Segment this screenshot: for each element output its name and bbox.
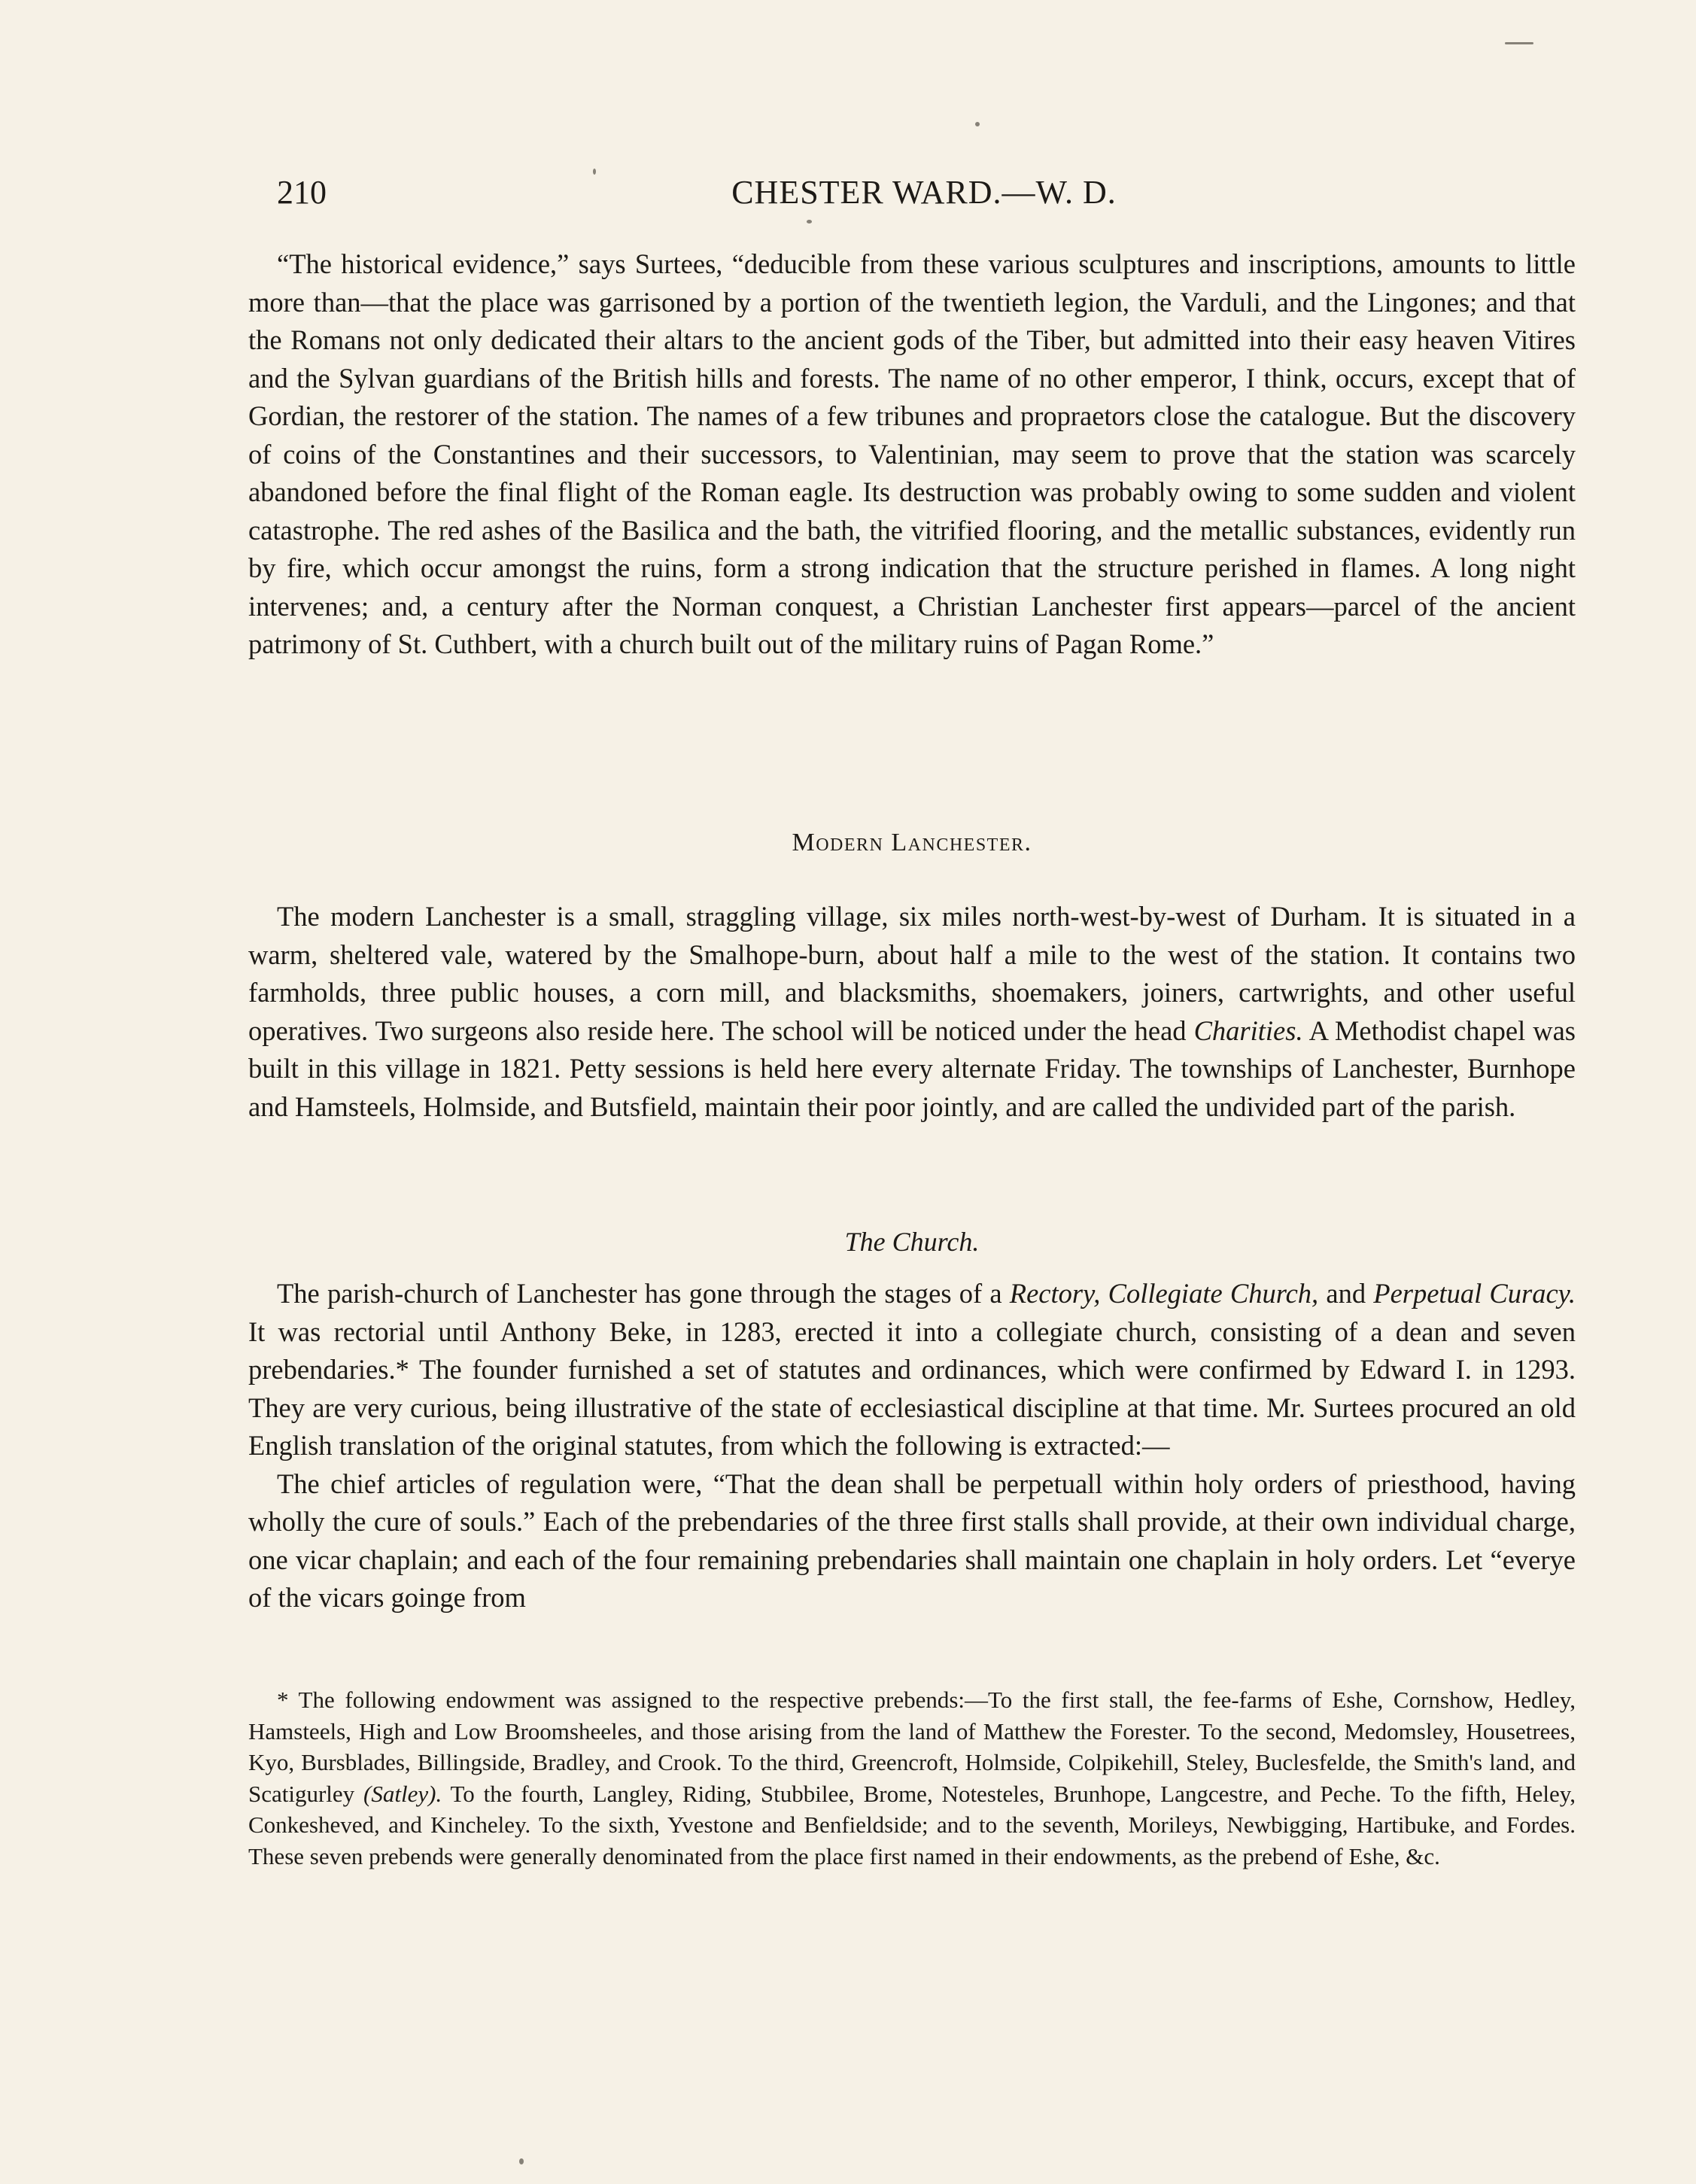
- modern-lanchester-paragraph: [248, 898, 1576, 1126]
- section-heading-modern-lanchester: Modern Lanchester.: [792, 829, 1032, 856]
- text-run: To the fourth, Langley, Riding, Stubbilee, Brome, Notesteles, Brunhope, Langcestre, and Peche. To the fifth, Heley, Conkesheved, and Kincheley. To the sixth, Yvestone and Benfieldside; and to the seventh, Morileys, Newbigging, Hartibuke, and Fordes. These seven prebends were generally denominated from the place first named in their endowments, as the prebend of Eshe, &c.: [248, 1780, 1576, 1869]
- footnote: [248, 1684, 1576, 1872]
- ink-speck: [519, 2158, 524, 2164]
- italic-term: Charities.: [1193, 1014, 1303, 1046]
- quotation-block: [248, 245, 1576, 664]
- text-run: and: [1318, 1278, 1374, 1309]
- italic-term: Rectory,: [1009, 1278, 1101, 1309]
- text-run: [1100, 1278, 1108, 1309]
- page-header: [277, 170, 1571, 215]
- running-head: CHESTER WARD.—W. D.: [731, 174, 1117, 211]
- church-block: [248, 1275, 1576, 1617]
- section-heading-the-church: The Church.: [844, 1227, 980, 1257]
- text-run: A Methodist chapel was built in this village in 1821. Petty sessions is held here every alternate Friday. The townships of Lanchester, Burnhope and Hamsteels, Holmside, and Butsfield, maintain their poor jointly, and are called the undivided part of the parish.: [248, 1014, 1576, 1122]
- modern-lanchester-block: [248, 898, 1576, 1126]
- church-paragraph-2: The chief articles of regulation were, “That the dean shall be perpetuall within holy orders of priesthood, having wholly the cure of souls.” Each of the prebendaries of the three first stalls shall provide, at their own individual charge, one vicar chaplain; and each of the four remaining prebendaries shall maintain one chaplain in holy orders. Let “everye of the vicars goinge from: [248, 1468, 1576, 1613]
- ink-speck: [975, 122, 980, 126]
- italic-term: (Satley).: [363, 1780, 442, 1807]
- text-run: The parish-church of Lanchester has gone through the stages of a: [277, 1278, 1010, 1309]
- ink-speck: [1505, 42, 1533, 44]
- text-run: The modern Lanchester is a small, straggling village, six miles north-west-by-west of Durham. It is situated in a warm, sheltered vale, watered by the Smalhope-burn, about half a mile to the west of the station. It contains two farmholds, three public houses, a corn mill, and blacksmiths, shoemakers, joiners, cartwrights, and other useful operatives. Two surgeons also reside here. The school will be noticed under the head: [248, 901, 1576, 1046]
- church-paragraph-1: [248, 1275, 1576, 1465]
- text-run: * The following endowment was assigned to the respective prebends:—To the first stall, the fee-farms of Eshe, Cornshow, Hedley, Hamsteels, High and Low Broomsheeles, and those arising from the land of Matthew the Forester. To the second, Medomsley, Housetrees, Kyo, Bursblades, Billingside, Bradley, and Crook. To the third, Greencroft, Holmside, Colpikehill, Steley, Buclesfelde, the Smith's land, and Scatigurley: [248, 1687, 1576, 1807]
- text-run: It was rectorial until Anthony Beke, in 1283, erected it into a collegiate church, consisting of a dean and seven prebendaries.* The founder furnished a set of statutes and ordinances, which were confirmed by Edward I. in 1293. They are very curious, being illustrative of the state of ecclesiastical discipline at that time. Mr. Surtees procured an old English translation of the original statutes, from which the following is extracted:—: [248, 1316, 1576, 1461]
- italic-term: Perpetual Curacy.: [1373, 1278, 1576, 1309]
- italic-term: Collegiate Church,: [1108, 1278, 1319, 1309]
- surtees-quotation: “The historical evidence,” says Surtees, “deducible from these various sculptures and inscriptions, amounts to little more than—that the place was garrisoned by a portion of the twentieth legion, the Varduli, and the Lingones; and that the Romans not only dedicated their altars to the ancient gods of the Tiber, but admitted into their easy heaven Vitires and the Sylvan guardians of the British hills and forests. The name of no other emperor, I think, occurs, except that of Gordian, the restorer of the station. The names of a few tribunes and propraetors close the catalogue. But the discovery of coins of the Constantines and their successors, to Valentinian, may seem to prove that the station was scarcely abandoned before the final flight of the Roman eagle. Its destruction was probably owing to some sudden and violent catastrophe. The red ashes of the Basilica and the bath, the vitrified flooring, and the metallic substances, evidently run by fire, which occur amongst the ruins, form a strong indication that the structure perished in flames. A long night intervenes; and, a century after the Norman conquest, a Christian Lanchester first appears—parcel of the ancient patrimony of St. Cuthbert, with a church built out of the military ruins of Pagan Rome.”: [248, 248, 1576, 659]
- ink-speck: [807, 220, 812, 224]
- page-number: 210: [277, 174, 327, 211]
